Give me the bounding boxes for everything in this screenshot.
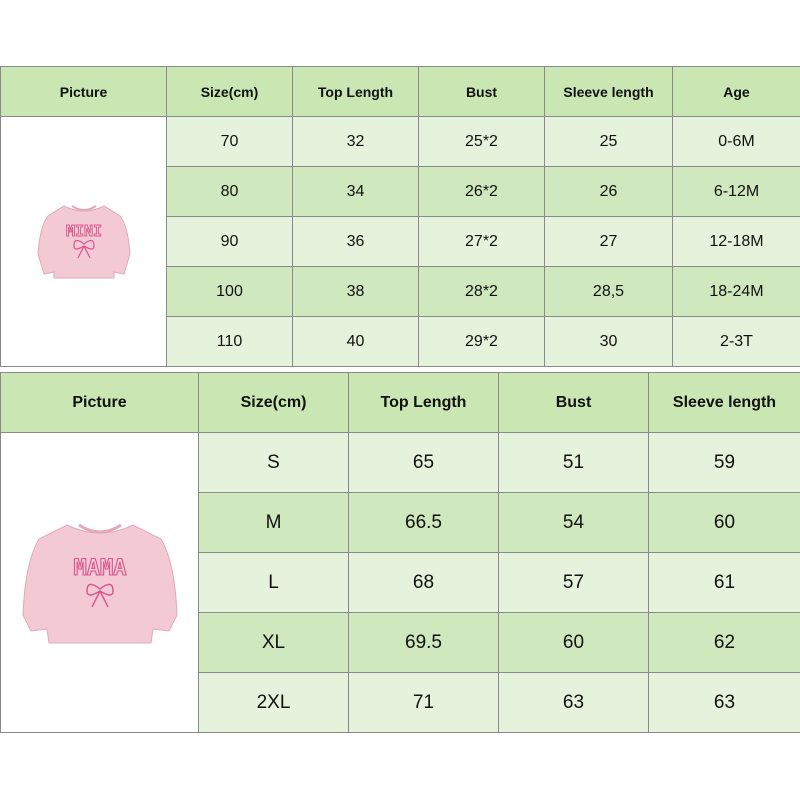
sleeve-length-cell: 61: [649, 553, 800, 613]
size-cell: S: [199, 433, 349, 493]
header-sleeve-length: Sleeve length: [545, 67, 673, 117]
size-cell: XL: [199, 613, 349, 673]
size-cell: 80: [167, 167, 293, 217]
header-size: Size(cm): [167, 67, 293, 117]
bust-cell: 25*2: [419, 117, 545, 167]
bust-cell: 29*2: [419, 317, 545, 367]
size-cell: 90: [167, 217, 293, 267]
age-cell: 18-24M: [673, 267, 800, 317]
size-cell: 70: [167, 117, 293, 167]
header-bust: Bust: [419, 67, 545, 117]
mama-sweatshirt-icon: [15, 503, 185, 663]
mini-sweatshirt-icon: [34, 192, 134, 292]
table-header-row: [1, 67, 800, 117]
svg-text:MAMA: MAMA: [73, 555, 126, 581]
table-row: [1, 117, 800, 167]
bust-cell: 54: [499, 493, 649, 553]
size-cell: 100: [167, 267, 293, 317]
header-top-length: Top Length: [293, 67, 419, 117]
bust-cell: 26*2: [419, 167, 545, 217]
bust-cell: 60: [499, 613, 649, 673]
sleeve-length-cell: 59: [649, 433, 800, 493]
bust-cell: 51: [499, 433, 649, 493]
sleeve-length-cell: 25: [545, 117, 673, 167]
kids-size-table: [0, 66, 800, 367]
age-cell: 6-12M: [673, 167, 800, 217]
adult-size-table: [0, 372, 800, 733]
svg-text:MINI: MINI: [65, 221, 102, 240]
header-size: Size(cm): [199, 373, 349, 433]
table-header-row: [1, 373, 800, 433]
header-sleeve-length: Sleeve length: [649, 373, 800, 433]
top-length-cell: 36: [293, 217, 419, 267]
size-cell: M: [199, 493, 349, 553]
top-length-cell: 34: [293, 167, 419, 217]
header-age: Age: [673, 67, 800, 117]
top-length-cell: 71: [349, 673, 499, 733]
top-length-cell: 38: [293, 267, 419, 317]
age-cell: 2-3T: [673, 317, 800, 367]
top-length-cell: 68: [349, 553, 499, 613]
mini-sweatshirt-picture: [1, 117, 167, 367]
top-length-cell: 69.5: [349, 613, 499, 673]
sleeve-length-cell: 26: [545, 167, 673, 217]
age-cell: 12-18M: [673, 217, 800, 267]
top-length-cell: 66.5: [349, 493, 499, 553]
top-length-cell: 40: [293, 317, 419, 367]
header-bust: Bust: [499, 373, 649, 433]
sleeve-length-cell: 28,5: [545, 267, 673, 317]
size-cell: L: [199, 553, 349, 613]
top-length-cell: 32: [293, 117, 419, 167]
header-picture: Picture: [1, 373, 199, 433]
bust-cell: 27*2: [419, 217, 545, 267]
bust-cell: 57: [499, 553, 649, 613]
age-cell: 0-6M: [673, 117, 800, 167]
top-length-cell: 65: [349, 433, 499, 493]
sleeve-length-cell: 60: [649, 493, 800, 553]
sleeve-length-cell: 62: [649, 613, 800, 673]
size-cell: 2XL: [199, 673, 349, 733]
bust-cell: 63: [499, 673, 649, 733]
header-top-length: Top Length: [349, 373, 499, 433]
size-cell: 110: [167, 317, 293, 367]
header-picture: Picture: [1, 67, 167, 117]
mama-sweatshirt-picture: [1, 433, 199, 733]
table-row: [1, 433, 800, 493]
sleeve-length-cell: 63: [649, 673, 800, 733]
bust-cell: 28*2: [419, 267, 545, 317]
sleeve-length-cell: 30: [545, 317, 673, 367]
sleeve-length-cell: 27: [545, 217, 673, 267]
